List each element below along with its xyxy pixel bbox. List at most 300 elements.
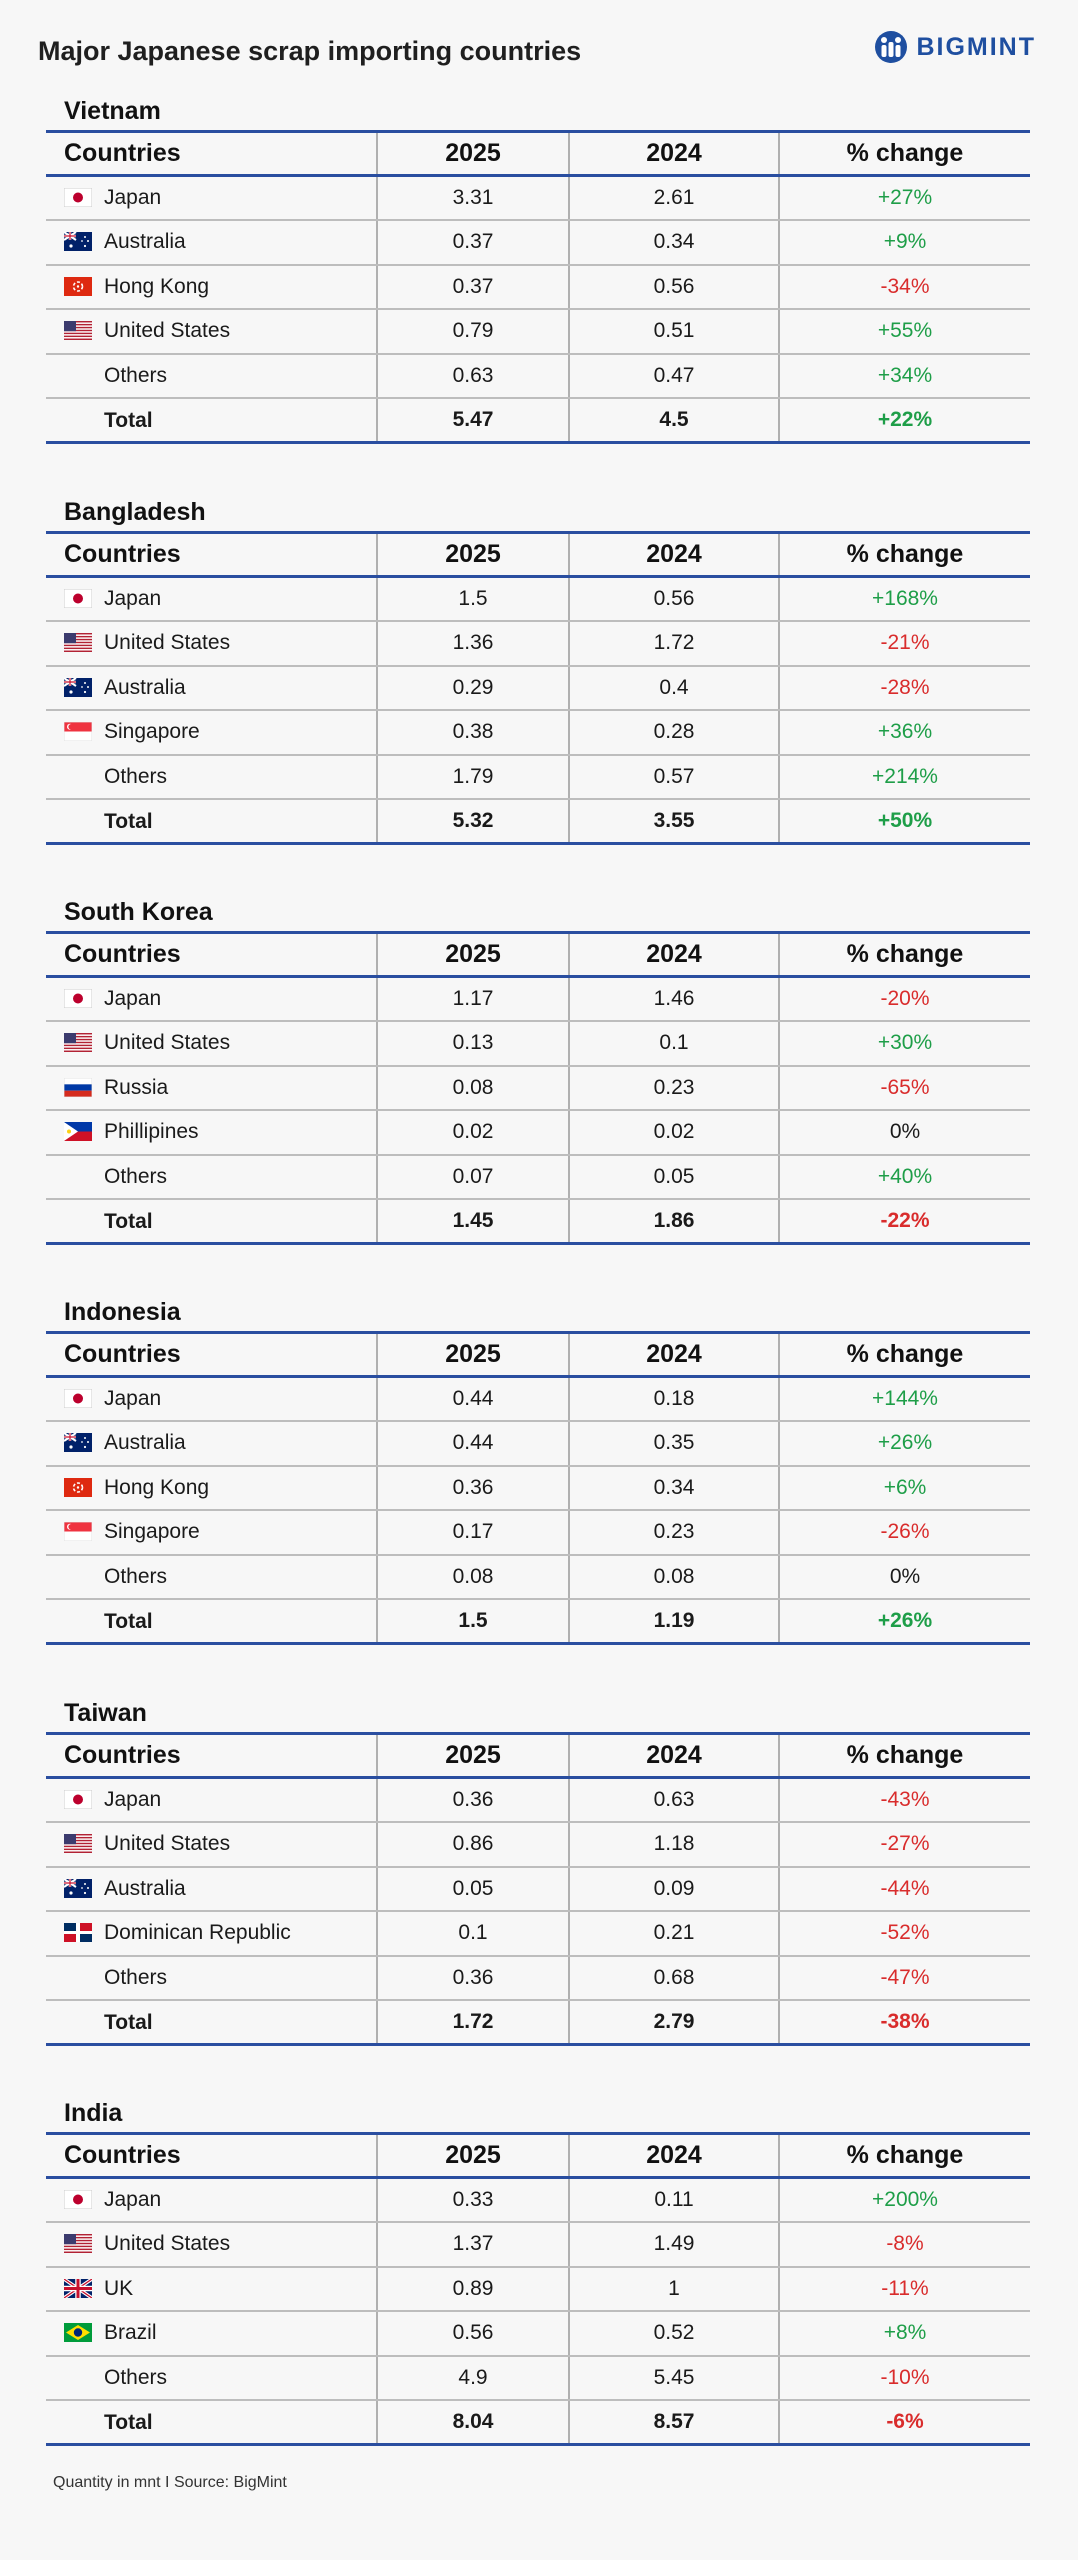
japan-flag-icon bbox=[64, 2190, 92, 2209]
hong-kong-flag-icon bbox=[64, 1478, 92, 1497]
percent-change: +34% bbox=[779, 354, 1030, 399]
col-header-2024: 2024 bbox=[569, 533, 779, 577]
value-2025: 4.9 bbox=[377, 2356, 569, 2401]
value-2024: 0.21 bbox=[569, 1911, 779, 1956]
country-cell bbox=[46, 354, 377, 399]
total-row bbox=[46, 799, 1030, 844]
section-india bbox=[46, 2094, 1030, 2446]
country-cell bbox=[46, 309, 377, 354]
country-cell bbox=[46, 2178, 377, 2223]
col-header-2025: 2025 bbox=[377, 132, 569, 176]
value-2024: 1.49 bbox=[569, 2222, 779, 2267]
value-2025: 1.79 bbox=[377, 755, 569, 800]
country-cell bbox=[46, 1867, 377, 1912]
united-states-flag-icon bbox=[64, 1834, 92, 1853]
value-2025: 0.44 bbox=[377, 1421, 569, 1466]
country-name: Others bbox=[104, 765, 168, 789]
total-row bbox=[46, 1599, 1030, 1644]
table-row bbox=[46, 265, 1030, 310]
table-row bbox=[46, 1110, 1030, 1155]
value-2025: 0.38 bbox=[377, 710, 569, 755]
country-cell bbox=[46, 1466, 377, 1511]
total-change: -6% bbox=[779, 2400, 1030, 2445]
table-row bbox=[46, 666, 1030, 711]
total-label: Total bbox=[104, 2010, 153, 2034]
table-row bbox=[46, 2178, 1030, 2223]
value-2025: 1.36 bbox=[377, 621, 569, 666]
value-2024: 0.34 bbox=[569, 220, 779, 265]
country-name: Others bbox=[104, 364, 168, 388]
hong-kong-flag-icon bbox=[64, 277, 92, 296]
percent-change: +214% bbox=[779, 755, 1030, 800]
value-2025: 0.79 bbox=[377, 309, 569, 354]
japan-flag-icon bbox=[64, 1790, 92, 1809]
value-2024: 0.18 bbox=[569, 1377, 779, 1422]
flag-placeholder bbox=[64, 2410, 92, 2429]
header-row bbox=[46, 533, 1030, 577]
country-cell bbox=[46, 1021, 377, 1066]
table-row bbox=[46, 220, 1030, 265]
united-states-flag-icon bbox=[64, 633, 92, 652]
country-name: Japan bbox=[104, 2188, 162, 2211]
total-row bbox=[46, 2000, 1030, 2045]
total-label-cell bbox=[46, 398, 377, 443]
total-2025: 1.45 bbox=[377, 1199, 569, 1244]
country-cell bbox=[46, 1066, 377, 1111]
header-row bbox=[46, 1734, 1030, 1778]
col-header-2025: 2025 bbox=[377, 1734, 569, 1778]
value-2024: 0.34 bbox=[569, 1466, 779, 1511]
value-2024: 0.56 bbox=[569, 265, 779, 310]
total-2025: 1.5 bbox=[377, 1599, 569, 1644]
total-row bbox=[46, 2400, 1030, 2445]
value-2025: 3.31 bbox=[377, 176, 569, 221]
country-cell bbox=[46, 1956, 377, 2001]
col-header-2025: 2025 bbox=[377, 1333, 569, 1377]
country-name: Australia bbox=[104, 230, 186, 254]
value-2025: 0.02 bbox=[377, 1110, 569, 1155]
value-2025: 0.56 bbox=[377, 2311, 569, 2356]
percent-change: -43% bbox=[779, 1778, 1030, 1823]
country-cell bbox=[46, 1555, 377, 1600]
table-row bbox=[46, 354, 1030, 399]
value-2024: 2.61 bbox=[569, 176, 779, 221]
country-cell bbox=[46, 1421, 377, 1466]
brazil-flag-icon bbox=[64, 2323, 92, 2342]
country-name: Australia bbox=[104, 1431, 186, 1455]
col-header-change: % change bbox=[779, 1333, 1030, 1377]
section-south-korea bbox=[46, 893, 1030, 1245]
value-2025: 0.07 bbox=[377, 1155, 569, 1200]
percent-change: -47% bbox=[779, 1956, 1030, 2001]
value-2024: 1.18 bbox=[569, 1822, 779, 1867]
value-2024: 0.05 bbox=[569, 1155, 779, 1200]
value-2025: 0.05 bbox=[377, 1867, 569, 1912]
country-name: Others bbox=[104, 1565, 168, 1589]
country-name: Dominican Republic bbox=[104, 1921, 291, 1945]
percent-change: -28% bbox=[779, 666, 1030, 711]
country-name: Japan bbox=[104, 1788, 162, 1811]
country-name: Australia bbox=[104, 1876, 186, 1900]
value-2024: 0.35 bbox=[569, 1421, 779, 1466]
country-cell bbox=[46, 755, 377, 800]
col-header-2024: 2024 bbox=[569, 1333, 779, 1377]
header-row bbox=[46, 132, 1030, 176]
section-title: Indonesia bbox=[64, 1298, 181, 1326]
country-name: Phillipines bbox=[104, 1120, 199, 1144]
value-2025: 0.08 bbox=[377, 1555, 569, 1600]
united-states-flag-icon bbox=[64, 2234, 92, 2253]
value-2024: 0.23 bbox=[569, 1066, 779, 1111]
flag-placeholder bbox=[64, 363, 92, 382]
country-cell bbox=[46, 1110, 377, 1155]
country-cell bbox=[46, 2311, 377, 2356]
table-row bbox=[46, 1555, 1030, 1600]
section-title: Taiwan bbox=[64, 1699, 147, 1727]
value-2024: 0.09 bbox=[569, 1867, 779, 1912]
value-2024: 0.56 bbox=[569, 577, 779, 622]
col-header-change: % change bbox=[779, 2134, 1030, 2178]
value-2025: 0.37 bbox=[377, 265, 569, 310]
total-2024: 3.55 bbox=[569, 799, 779, 844]
country-name: Hong Kong bbox=[104, 274, 210, 298]
table-row bbox=[46, 755, 1030, 800]
country-cell bbox=[46, 1155, 377, 1200]
data-table bbox=[46, 1331, 1030, 1645]
value-2024: 1.72 bbox=[569, 621, 779, 666]
total-label-cell bbox=[46, 1199, 377, 1244]
country-name: Others bbox=[104, 2366, 168, 2390]
australia-flag-icon bbox=[64, 1879, 92, 1898]
value-2025: 0.29 bbox=[377, 666, 569, 711]
country-cell bbox=[46, 220, 377, 265]
data-table bbox=[46, 130, 1030, 444]
total-label-cell bbox=[46, 799, 377, 844]
percent-change: -34% bbox=[779, 265, 1030, 310]
value-2024: 0.1 bbox=[569, 1021, 779, 1066]
value-2025: 1.37 bbox=[377, 2222, 569, 2267]
value-2025: 0.36 bbox=[377, 1466, 569, 1511]
flag-placeholder bbox=[64, 2365, 92, 2384]
country-cell bbox=[46, 2356, 377, 2401]
percent-change: -26% bbox=[779, 1510, 1030, 1555]
value-2025: 0.36 bbox=[377, 1778, 569, 1823]
value-2024: 0.68 bbox=[569, 1956, 779, 2001]
flag-placeholder bbox=[64, 1164, 92, 1183]
col-header-change: % change bbox=[779, 933, 1030, 977]
table-row bbox=[46, 977, 1030, 1022]
value-2025: 1.5 bbox=[377, 577, 569, 622]
percent-change: +6% bbox=[779, 1466, 1030, 1511]
total-row bbox=[46, 1199, 1030, 1244]
country-name: Singapore bbox=[104, 720, 200, 744]
flag-placeholder bbox=[64, 408, 92, 427]
uk-flag-icon bbox=[64, 2279, 92, 2298]
col-header-countries: Countries bbox=[46, 933, 377, 977]
value-2024: 0.02 bbox=[569, 1110, 779, 1155]
header-row bbox=[46, 933, 1030, 977]
country-name: Brazil bbox=[104, 2321, 157, 2345]
value-2025: 1.17 bbox=[377, 977, 569, 1022]
header-row bbox=[46, 2134, 1030, 2178]
section-vietnam bbox=[46, 92, 1030, 444]
country-cell bbox=[46, 2222, 377, 2267]
value-2024: 0.52 bbox=[569, 2311, 779, 2356]
percent-change: -65% bbox=[779, 1066, 1030, 1111]
percent-change: +200% bbox=[779, 2178, 1030, 2223]
table-row bbox=[46, 309, 1030, 354]
country-cell bbox=[46, 977, 377, 1022]
col-header-change: % change bbox=[779, 1734, 1030, 1778]
data-table bbox=[46, 531, 1030, 845]
flag-placeholder bbox=[64, 1965, 92, 1984]
total-2025: 5.47 bbox=[377, 398, 569, 443]
page-title: Major Japanese scrap importing countries bbox=[38, 36, 582, 66]
total-label-cell bbox=[46, 2000, 377, 2045]
country-name: Japan bbox=[104, 987, 162, 1010]
australia-flag-icon bbox=[64, 1433, 92, 1452]
country-name: Japan bbox=[104, 186, 162, 209]
country-cell bbox=[46, 265, 377, 310]
table-row bbox=[46, 1155, 1030, 1200]
japan-flag-icon bbox=[64, 188, 92, 207]
data-table bbox=[46, 2132, 1030, 2446]
value-2025: 0.1 bbox=[377, 1911, 569, 1956]
section-title: India bbox=[64, 2099, 123, 2127]
table-row bbox=[46, 577, 1030, 622]
table-row bbox=[46, 1421, 1030, 1466]
total-2024: 1.86 bbox=[569, 1199, 779, 1244]
footer-note: Quantity in mnt I Source: BigMint bbox=[53, 2474, 287, 2491]
value-2024: 0.57 bbox=[569, 755, 779, 800]
value-2024: 1.46 bbox=[569, 977, 779, 1022]
section-bangladesh bbox=[46, 493, 1030, 845]
country-name: United States bbox=[104, 1031, 231, 1055]
country-cell bbox=[46, 1778, 377, 1823]
table-row bbox=[46, 1377, 1030, 1422]
country-cell bbox=[46, 1911, 377, 1956]
col-header-2025: 2025 bbox=[377, 533, 569, 577]
country-cell bbox=[46, 1822, 377, 1867]
brand-logo bbox=[874, 30, 1036, 64]
flag-placeholder bbox=[64, 2010, 92, 2029]
percent-change: +30% bbox=[779, 1021, 1030, 1066]
total-label: Total bbox=[104, 1609, 153, 1633]
total-change: +22% bbox=[779, 398, 1030, 443]
country-cell bbox=[46, 710, 377, 755]
data-table bbox=[46, 931, 1030, 1245]
value-2025: 0.36 bbox=[377, 1956, 569, 2001]
country-name: Singapore bbox=[104, 1520, 200, 1544]
total-2025: 5.32 bbox=[377, 799, 569, 844]
value-2024: 0.23 bbox=[569, 1510, 779, 1555]
total-label: Total bbox=[104, 1209, 153, 1233]
country-name: Russia bbox=[104, 1075, 169, 1099]
value-2025: 0.63 bbox=[377, 354, 569, 399]
australia-flag-icon bbox=[64, 678, 92, 697]
table-row bbox=[46, 2267, 1030, 2312]
header-row bbox=[46, 1333, 1030, 1377]
col-header-countries: Countries bbox=[46, 1333, 377, 1377]
percent-change: +40% bbox=[779, 1155, 1030, 1200]
percent-change: +144% bbox=[779, 1377, 1030, 1422]
table-row bbox=[46, 176, 1030, 221]
value-2025: 0.44 bbox=[377, 1377, 569, 1422]
total-change: +50% bbox=[779, 799, 1030, 844]
japan-flag-icon bbox=[64, 1389, 92, 1408]
percent-change: -10% bbox=[779, 2356, 1030, 2401]
col-header-2024: 2024 bbox=[569, 933, 779, 977]
value-2025: 0.89 bbox=[377, 2267, 569, 2312]
total-change: +26% bbox=[779, 1599, 1030, 1644]
japan-flag-icon bbox=[64, 589, 92, 608]
percent-change: +55% bbox=[779, 309, 1030, 354]
country-name: United States bbox=[104, 2232, 231, 2256]
philippines-flag-icon bbox=[64, 1122, 92, 1141]
value-2024: 0.47 bbox=[569, 354, 779, 399]
value-2025: 0.17 bbox=[377, 1510, 569, 1555]
table-row bbox=[46, 1066, 1030, 1111]
country-cell bbox=[46, 1377, 377, 1422]
total-label-cell bbox=[46, 2400, 377, 2445]
value-2024: 5.45 bbox=[569, 2356, 779, 2401]
table-row bbox=[46, 1510, 1030, 1555]
country-name: United States bbox=[104, 631, 231, 655]
country-cell bbox=[46, 621, 377, 666]
flag-placeholder bbox=[64, 764, 92, 783]
country-name: Australia bbox=[104, 675, 186, 699]
country-cell bbox=[46, 577, 377, 622]
value-2024: 0.28 bbox=[569, 710, 779, 755]
total-2024: 2.79 bbox=[569, 2000, 779, 2045]
country-name: Others bbox=[104, 1165, 168, 1189]
total-row bbox=[46, 398, 1030, 443]
col-header-2025: 2025 bbox=[377, 933, 569, 977]
percent-change: -11% bbox=[779, 2267, 1030, 2312]
percent-change: -21% bbox=[779, 621, 1030, 666]
col-header-2024: 2024 bbox=[569, 132, 779, 176]
percent-change: -8% bbox=[779, 2222, 1030, 2267]
table-row bbox=[46, 2222, 1030, 2267]
flag-placeholder bbox=[64, 1564, 92, 1583]
russia-flag-icon bbox=[64, 1078, 92, 1097]
percent-change: -52% bbox=[779, 1911, 1030, 1956]
country-cell bbox=[46, 2267, 377, 2312]
table-row bbox=[46, 2311, 1030, 2356]
table-row bbox=[46, 1867, 1030, 1912]
col-header-countries: Countries bbox=[46, 1734, 377, 1778]
percent-change: +168% bbox=[779, 577, 1030, 622]
country-name: Japan bbox=[104, 1387, 162, 1410]
percent-change: +26% bbox=[779, 1421, 1030, 1466]
value-2024: 0.08 bbox=[569, 1555, 779, 1600]
table-row bbox=[46, 710, 1030, 755]
value-2024: 0.63 bbox=[569, 1778, 779, 1823]
total-2024: 4.5 bbox=[569, 398, 779, 443]
col-header-2025: 2025 bbox=[377, 2134, 569, 2178]
percent-change: +8% bbox=[779, 2311, 1030, 2356]
japan-flag-icon bbox=[64, 989, 92, 1008]
table-row bbox=[46, 1466, 1030, 1511]
flag-placeholder bbox=[64, 1209, 92, 1228]
percent-change: +36% bbox=[779, 710, 1030, 755]
total-label: Total bbox=[104, 408, 153, 432]
total-label-cell bbox=[46, 1599, 377, 1644]
percent-change: -44% bbox=[779, 1867, 1030, 1912]
table-row bbox=[46, 1822, 1030, 1867]
flag-placeholder bbox=[64, 1609, 92, 1628]
country-cell bbox=[46, 176, 377, 221]
dominican-republic-flag-icon bbox=[64, 1923, 92, 1942]
percent-change: -27% bbox=[779, 1822, 1030, 1867]
table-row bbox=[46, 1956, 1030, 2001]
col-header-countries: Countries bbox=[46, 533, 377, 577]
percent-change: 0% bbox=[779, 1555, 1030, 1600]
section-indonesia bbox=[46, 1293, 1030, 1645]
singapore-flag-icon bbox=[64, 1522, 92, 1541]
total-label: Total bbox=[104, 2410, 153, 2434]
value-2025: 0.08 bbox=[377, 1066, 569, 1111]
brand-name: BIGMINT bbox=[916, 32, 1036, 61]
total-2025: 1.72 bbox=[377, 2000, 569, 2045]
singapore-flag-icon bbox=[64, 722, 92, 741]
country-name: Hong Kong bbox=[104, 1475, 210, 1499]
value-2025: 0.86 bbox=[377, 1822, 569, 1867]
australia-flag-icon bbox=[64, 232, 92, 251]
value-2025: 0.33 bbox=[377, 2178, 569, 2223]
value-2024: 0.11 bbox=[569, 2178, 779, 2223]
page-header bbox=[38, 30, 1036, 70]
value-2024: 0.4 bbox=[569, 666, 779, 711]
col-header-countries: Countries bbox=[46, 2134, 377, 2178]
total-2024: 1.19 bbox=[569, 1599, 779, 1644]
data-table bbox=[46, 1732, 1030, 2046]
table-row bbox=[46, 1911, 1030, 1956]
total-change: -38% bbox=[779, 2000, 1030, 2045]
country-cell bbox=[46, 666, 377, 711]
percent-change: +9% bbox=[779, 220, 1030, 265]
percent-change: -20% bbox=[779, 977, 1030, 1022]
value-2025: 0.37 bbox=[377, 220, 569, 265]
table-row bbox=[46, 621, 1030, 666]
flag-placeholder bbox=[64, 809, 92, 828]
col-header-change: % change bbox=[779, 533, 1030, 577]
table-row bbox=[46, 2356, 1030, 2401]
country-name: United States bbox=[104, 1832, 231, 1856]
section-title: Vietnam bbox=[64, 97, 161, 125]
value-2025: 0.13 bbox=[377, 1021, 569, 1066]
section-title: South Korea bbox=[64, 898, 213, 926]
col-header-countries: Countries bbox=[46, 132, 377, 176]
percent-change: +27% bbox=[779, 176, 1030, 221]
united-states-flag-icon bbox=[64, 1033, 92, 1052]
section-title: Bangladesh bbox=[64, 498, 206, 526]
table-row bbox=[46, 1021, 1030, 1066]
table-row bbox=[46, 1778, 1030, 1823]
total-2025: 8.04 bbox=[377, 2400, 569, 2445]
col-header-2024: 2024 bbox=[569, 2134, 779, 2178]
country-name: Others bbox=[104, 1966, 168, 1990]
section-taiwan bbox=[46, 1694, 1030, 2046]
total-label: Total bbox=[104, 809, 153, 833]
total-2024: 8.57 bbox=[569, 2400, 779, 2445]
country-name: United States bbox=[104, 319, 231, 343]
value-2024: 1 bbox=[569, 2267, 779, 2312]
total-change: -22% bbox=[779, 1199, 1030, 1244]
col-header-2024: 2024 bbox=[569, 1734, 779, 1778]
country-cell bbox=[46, 1510, 377, 1555]
bigmint-logo-icon bbox=[874, 30, 908, 64]
